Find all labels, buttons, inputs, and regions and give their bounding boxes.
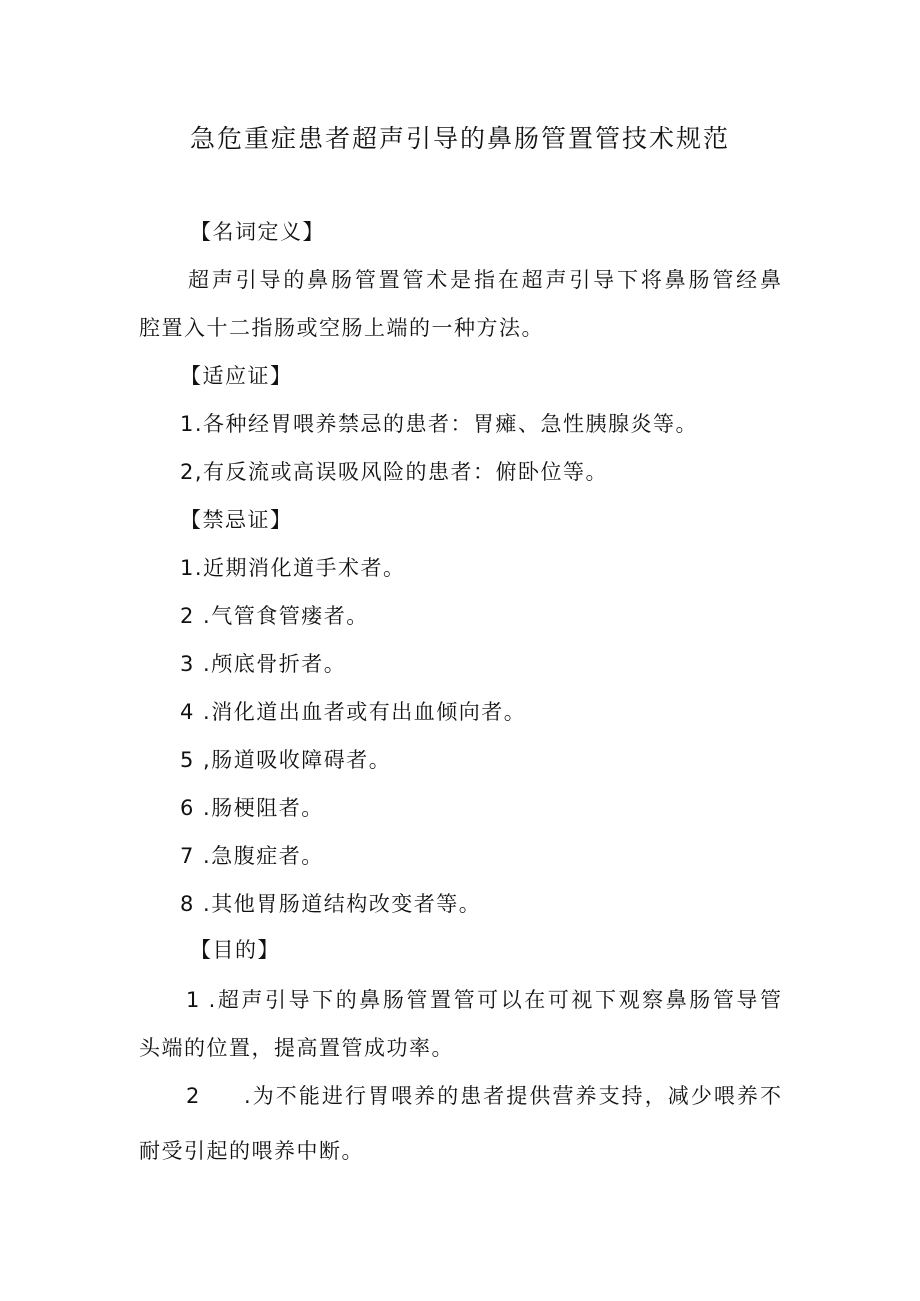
contraindication-item-1: 1.近期消化道手术者。 [180,556,406,580]
contraindication-item-4: 4 .消化道出血者或有出血倾向者。 [180,700,527,724]
definition-line-1: 超声引导的鼻肠管置管术是指在超声引导下将鼻肠管经鼻 [188,268,781,292]
purpose-item-1-line-2: 头端的位置，提高置管成功率。 [139,1036,454,1060]
definition-line-2: 腔置入十二指肠或空肠上端的一种方法。 [139,316,544,340]
indication-item-2: 2,有反流或高误吸风险的患者：俯卧位等。 [180,460,609,484]
contraindication-item-5: 5 ,肠道吸收障碍者。 [180,748,392,772]
document-title: 急危重症患者超声引导的鼻肠管置管技术规范 [189,124,730,153]
contraindication-item-3: 3 .颅底骨折者。 [180,652,347,676]
contraindication-item-8: 8 .其他胃肠道结构改变者等。 [180,892,482,916]
purpose-item-1-line-1: 1 .超声引导下的鼻肠管置管可以在可视下观察鼻肠管导管 [186,988,781,1012]
contraindication-item-7: 7 .急腹症者。 [180,844,324,868]
purpose-item-2-number: 2 [186,1084,201,1108]
indication-item-1: 1.各种经胃喂养禁忌的患者：胃瘫、急性胰腺炎等。 [180,412,699,436]
purpose-item-2-line-2: 耐受引起的喂养中断。 [139,1139,364,1163]
definition-heading: 【名词定义】 [190,220,325,244]
purpose-heading: 【目的】 [190,938,280,962]
contraindications-heading: 【禁忌证】 [180,508,293,532]
contraindication-item-2: 2 .气管食管瘘者。 [180,604,369,628]
indications-heading: 【适应证】 [180,364,293,388]
contraindication-item-6: 6 .肠梗阻者。 [180,796,324,820]
purpose-item-2-line-1: .为不能进行胃喂养的患者提供营养支持，减少喂养不 [244,1084,781,1108]
